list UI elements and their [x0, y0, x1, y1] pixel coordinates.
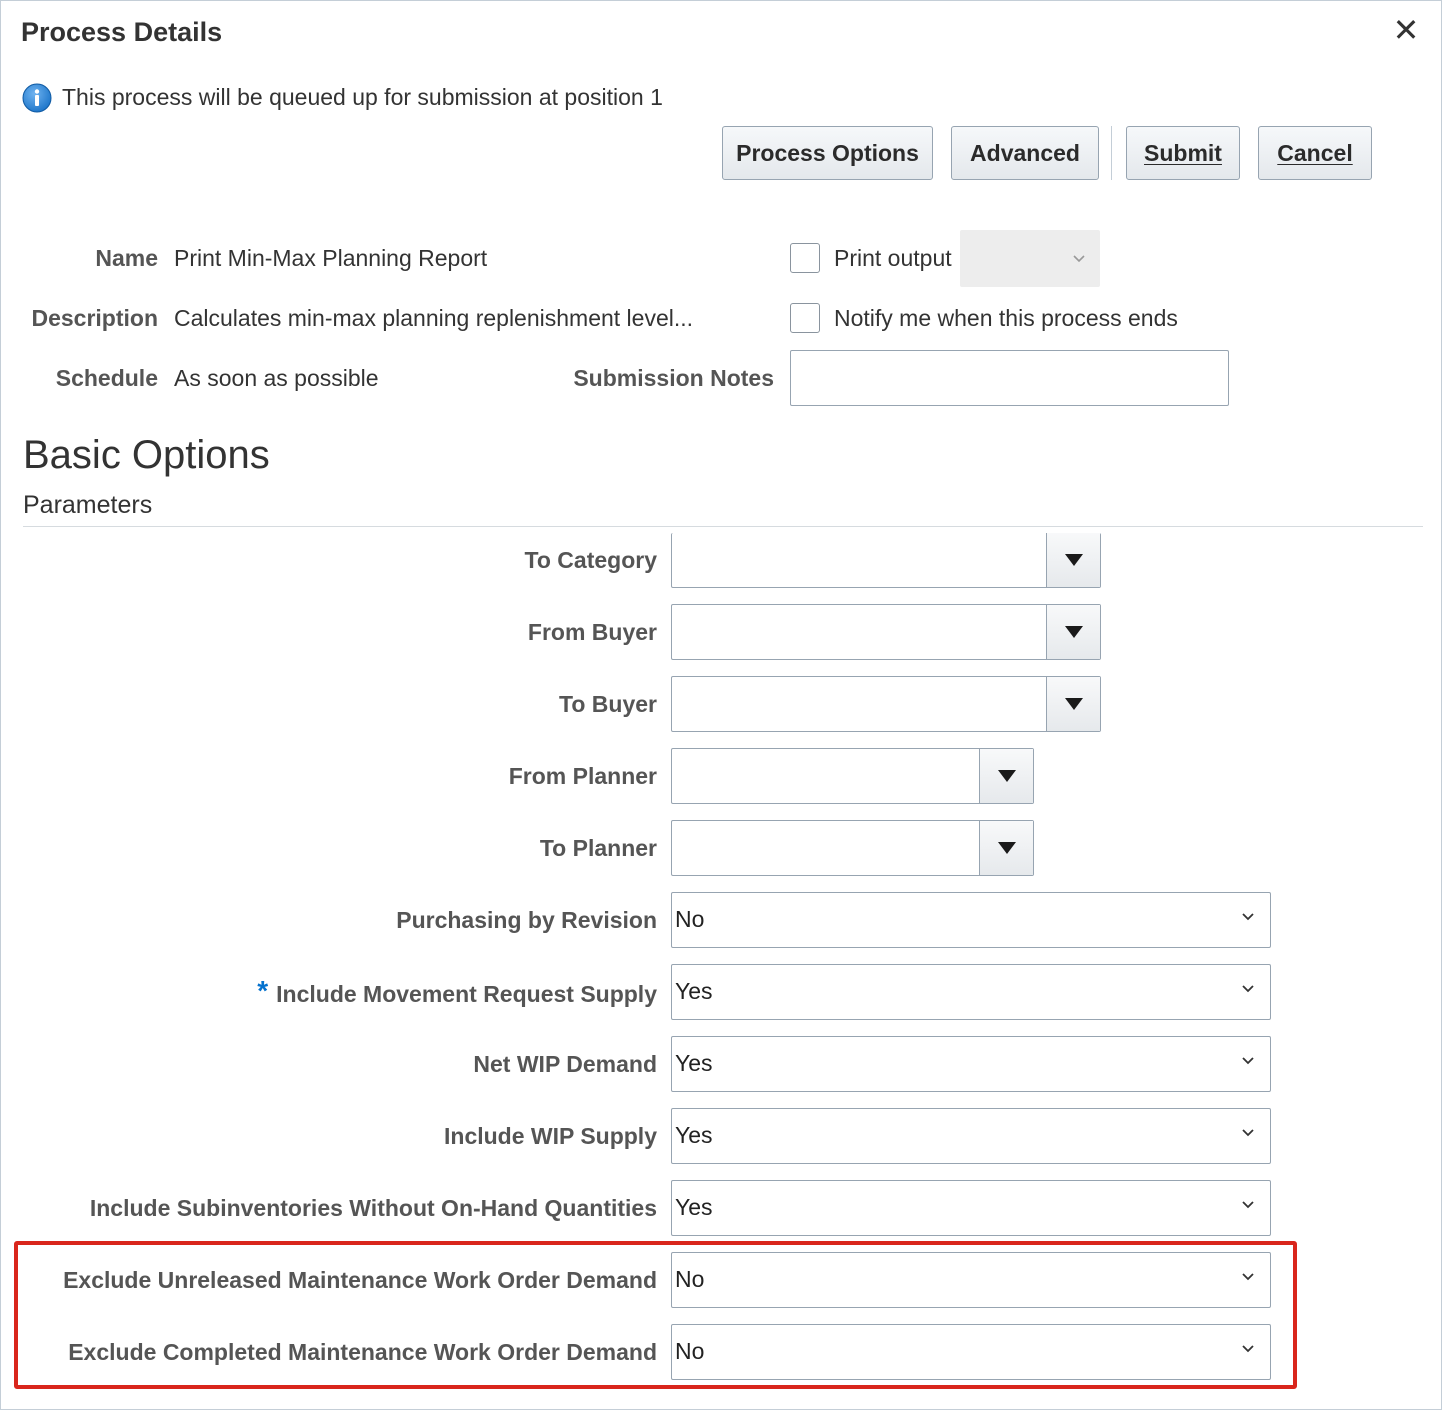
chevron-down-icon — [1240, 909, 1256, 925]
purchasing-by-revision-select[interactable] — [671, 892, 1271, 948]
select-value: Yes — [675, 1122, 713, 1148]
select-value: No — [675, 906, 705, 932]
triangle-down-icon — [1065, 554, 1083, 566]
to-buyer-label: To Buyer — [559, 691, 657, 717]
include-wip-supply-label: Include WIP Supply — [444, 1123, 657, 1149]
chevron-down-icon — [1240, 981, 1256, 997]
from-buyer-label: From Buyer — [527, 619, 657, 645]
from-buyer-dropdown-button[interactable] — [1046, 605, 1100, 659]
to-planner-dropdown-button[interactable] — [979, 821, 1033, 875]
basic-options-heading: Basic Options — [23, 433, 270, 477]
select-value: No — [675, 1338, 705, 1364]
button-separator — [1111, 126, 1112, 180]
section-divider — [23, 526, 1423, 527]
to-buyer-combobox[interactable] — [671, 676, 1101, 732]
description-value: Calculates min-max planning replenishment level... — [174, 305, 694, 331]
triangle-down-icon — [1065, 698, 1083, 710]
to-category-label: To Category — [524, 547, 657, 573]
net-wip-demand-select[interactable] — [671, 1036, 1271, 1092]
info-icon — [22, 83, 52, 113]
from-planner-combobox[interactable] — [671, 748, 1034, 804]
submit-button[interactable] — [1126, 126, 1240, 180]
to-planner-label: To Planner — [539, 835, 657, 861]
chevron-down-icon — [1240, 1053, 1256, 1069]
triangle-down-icon — [998, 842, 1016, 854]
to-category-dropdown-button[interactable] — [1046, 533, 1100, 587]
include-wip-supply-select[interactable] — [671, 1108, 1271, 1164]
select-value: Yes — [675, 978, 713, 1004]
chevron-down-icon — [1240, 1197, 1256, 1213]
select-value: Yes — [675, 1194, 713, 1220]
submit-label: Submit — [1144, 139, 1222, 166]
notify-checkbox[interactable] — [790, 303, 820, 333]
advanced-button[interactable]: Advanced — [951, 126, 1099, 180]
to-category-combobox[interactable] — [671, 533, 1101, 588]
name-label: Name — [95, 245, 158, 271]
to-buyer-dropdown-button[interactable] — [1046, 677, 1100, 731]
print-output-label: Print output — [834, 245, 952, 271]
to-planner-combobox[interactable] — [671, 820, 1034, 876]
submission-notes-input[interactable] — [790, 350, 1229, 406]
description-label: Description — [31, 305, 158, 331]
include-subinventories-label: Include Subinventories Without On-Hand Quantities — [89, 1195, 657, 1221]
cancel-label: Cancel — [1277, 139, 1353, 166]
schedule-value: As soon as possible — [174, 365, 379, 391]
exclude-completed-label: Exclude Completed Maintenance Work Order Demand — [68, 1339, 657, 1365]
chevron-down-icon — [1240, 1125, 1256, 1141]
cancel-button[interactable] — [1258, 126, 1372, 180]
triangle-down-icon — [998, 770, 1016, 782]
schedule-label: Schedule — [55, 365, 158, 391]
include-movement-request-supply-select[interactable] — [671, 964, 1271, 1020]
select-value: No — [675, 1266, 705, 1292]
print-output-checkbox[interactable] — [790, 243, 820, 273]
net-wip-demand-label: Net WIP Demand — [473, 1051, 657, 1077]
triangle-down-icon — [1065, 626, 1083, 638]
highlight-box — [14, 1241, 1297, 1389]
submission-notes-label: Submission Notes — [573, 365, 774, 391]
from-planner-dropdown-button[interactable] — [979, 749, 1033, 803]
print-output-select[interactable] — [960, 230, 1100, 287]
chevron-down-icon — [1072, 252, 1086, 266]
exclude-unreleased-label: Exclude Unreleased Maintenance Work Order Demand — [63, 1267, 657, 1293]
select-value: Yes — [675, 1050, 713, 1076]
include-subinventories-select[interactable] — [671, 1180, 1271, 1236]
from-buyer-combobox[interactable] — [671, 604, 1101, 660]
include-movement-request-supply-text: Include Movement Request Supply — [276, 981, 657, 1007]
name-value: Print Min-Max Planning Report — [174, 245, 488, 271]
notify-label: Notify me when this process ends — [834, 305, 1178, 331]
dialog-title: Process Details — [21, 17, 223, 47]
purchasing-by-revision-label: Purchasing by Revision — [396, 907, 657, 933]
process-options-button[interactable]: Process Options — [722, 126, 933, 180]
close-icon[interactable]: ✕ — [1392, 12, 1420, 48]
parameters-heading: Parameters — [23, 491, 153, 519]
from-planner-label: From Planner — [508, 763, 657, 789]
info-message: This process will be queued up for submission at position 1 — [62, 84, 663, 110]
required-asterisk-icon: * — [257, 975, 269, 1006]
include-movement-request-supply-label — [21, 977, 657, 1009]
